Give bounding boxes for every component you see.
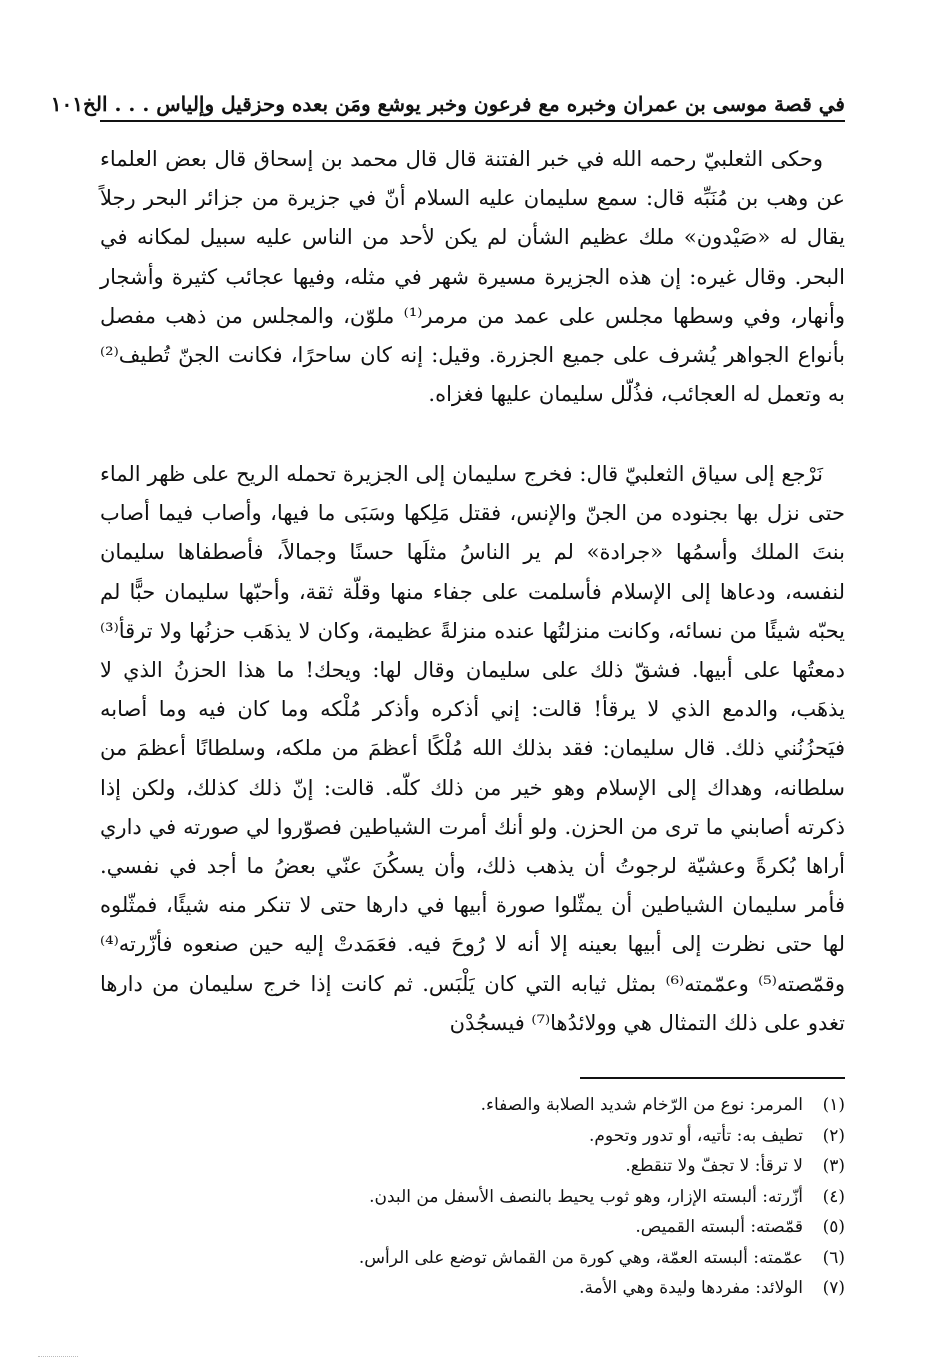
scan-margin-mark	[38, 1356, 78, 1357]
footnote-item	[250, 1121, 845, 1152]
paragraph-1	[100, 140, 845, 414]
paragraph-2	[100, 455, 845, 1043]
footnote-text: لا ترقأ: لا تجفّ ولا تنقطع.	[625, 1156, 803, 1176]
paragraph-text: وحكى الثعلبيّ رحمه الله في خبر الفتنة قال قال محمد بن إسحاق قال بعض العلماء عن وهب بن مُنَبِّه قال: سمع سليمان عليه السلام أنّ في جزيرة من جزائر البحر رجلاً يقال له «صَيْدون» ملك عظيم الشأن لم يكن لأحد من الناس عليه سبيل لمكانه في البحر. وقال غيره: إن هذه الجزيرة مسيرة شهر في مثله، وفيها عجائب كثيرة وأشجار وأنهار، وفي وسطها مجلس على عمد من مرمر⁽¹⁾ ملوّن، والمجلس من ذهب مفصل بأنواع الجواهر يُشرف على جميع الجزرة. وقيل: إنه كان ساحرًا، فكانت الجنّ تُطيف⁽²⁾ به وتعمل له العجائب، فذُلّل سليمان عليها فغزاه.	[100, 147, 845, 407]
paragraph-text: نَرْجع إلى سياق الثعلبيّ قال: فخرج سليمان إلى الجزيرة تحمله الريح على ظهر الماء حتى نزل بها بجنوده من الجنّ والإنس، فقتل مَلِكها وسَبَى ما فيها، وأصاب فيما أصاب بنتَ الملك وأسمُها «جرادة» لم ير الناسُ مثلَها حسنًا وجمالاً، فأصطفاها سليمان لنفسه، ودعاها إلى الإسلام فأسلمت على جفاء منها وقلّة ثقة، وأحبّها سليمان حبًّا لم يحبّه شيئًا من نسائه، وكانت منزلتُها عنده منزلةً عظيمة، وكان لا يذهَب حزنُها ولا ترقأ⁽³⁾ دمعتُها على أبيها. فشقّ ذلك على سليمان وقال لها: ويحك! ما هذا الحزنُ الذي لا يذهَب، والدمع الذي لا يرقأ! قالت: إني أذكره وأذكر مُلْكه وما كان فيه وما أصابه فيَحزُنُني ذلك. قال سليمان: فقد بذلك الله مُلْكًا أعظمَ من ملكه، وسلطانًا أعظمَ من سلطانه، وهداك إلى الإسلام وهو خير من ذلك كلّه. قالت: إنّ ذلك كذلك، ولكن إذا ذكرته أصابني ما ترى من الحزن. ولو أنك أمرت الشياطين فصوّروا لي صورته في داري أراها بُكرةً وعشيّة لرجوتُ أن يذهب ذلك، وأن يسكُنَ عنّي بعضُ ما أجد في نفسي. فأمر سليمان الشياطين أن يمثّلوا صورة أبيها في دارها حتى لا تنكر منه شيئًا، فمثّلوه لها حتى نظرت إلى أبيها بعينه إلا أنه لا رُوحَ فيه. فعَمَدتْ إليه حين صنعوه فأزّرته⁽⁴⁾ وقمّصته⁽⁵⁾ وعمّمته⁽⁶⁾ بمثل ثيابه التي كان يَلْبَس. ثم كانت إذا خرج سليمان من دارها تغدو على ذلك التمثال هي وولائدُها⁽⁷⁾ فيسجُدْن	[100, 462, 845, 1035]
footnote-item	[250, 1243, 845, 1274]
footnote-separator	[580, 1077, 845, 1079]
page-number: ١٠١	[50, 92, 83, 116]
footnote-number: (٦)	[822, 1247, 845, 1268]
footnote-number: (٣)	[822, 1156, 845, 1176]
footnote-text: المرمر: نوع من الرّخام شديد الصلابة والصفاء.	[480, 1095, 803, 1115]
footnote-text: الولائد: مفردها وليدة وهي الأمة.	[579, 1278, 803, 1298]
footnote-text: أزّرته: ألبسته الإزار، وهو ثوب يحيط بالنصف الأسفل من البدن.	[369, 1186, 803, 1207]
footnote-text: تطيف به: تأتيه، أو تدور وتحوم.	[588, 1125, 803, 1146]
footnote-item	[250, 1273, 845, 1304]
footnote-item	[250, 1151, 845, 1182]
footnote-number: (١)	[822, 1095, 845, 1115]
footnote-item	[250, 1212, 845, 1243]
footnote-item	[250, 1182, 845, 1213]
footnote-number: (٢)	[822, 1125, 845, 1146]
running-header	[50, 82, 845, 122]
footnote-number: (٧)	[822, 1278, 845, 1298]
header-title: في قصة موسى بن عمران وخبره مع فرعون وخبر يوشع ومَن بعده وحزقيل وإلياس . . . الخ	[82, 92, 845, 116]
footnote-text: عمّمته: ألبسته العمّة، وهي كورة من القماش توضع على الرأس.	[358, 1247, 803, 1268]
footnote-text: قمّصته: ألبسته القميص.	[635, 1217, 803, 1237]
footnote-number: (٥)	[822, 1217, 845, 1237]
footnotes	[250, 1090, 845, 1304]
footnote-number: (٤)	[822, 1186, 845, 1207]
footnote-item	[250, 1090, 845, 1121]
